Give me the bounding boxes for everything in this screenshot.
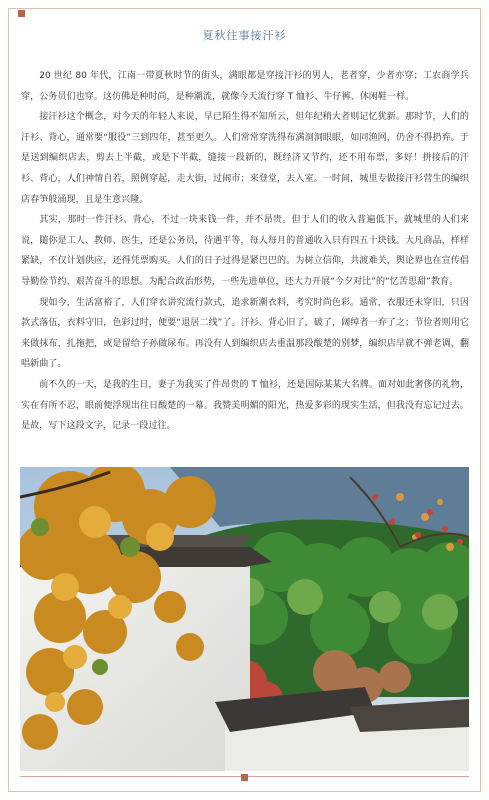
article-paragraph: 其实，那时一件汗衫、背心，不过一块来钱一件，并不昂贵。但于人们的收入普遍低下，就城里的人们来说，随你是工人、教师、医生，还是公务员，待遇平等，每人每月的普通收入只有四五十块钱。大凡商品，样样紧缺，不仅计划供应，还得凭票购买。人们的日子过得是紧巴巴的。为树立信仰，共渡难关，舆论界也在宣传倡导勤俭节约、艰苦奋斗的思想。为配合政治形势，一些先进单位，还大力开展“今夕对比”的“忆苦思甜”教育。 xyxy=(21,215,469,287)
article-paragraph: 前不久的一天，是我的生日，妻子为我买了件昂贵的 T 恤衫，还是国际某某大名牌。面对如此奢侈的礼物，实在有所不忍，眼前便浮现出往日酸楚的一幕。我赞美明媚的阳光，热爱多彩的现实生活，但我没有忘记过去。是故，写下这段文字，记录一段过往。 xyxy=(21,379,469,432)
article-body xyxy=(21,66,469,437)
article-paragraph: 现如今，生活富裕了，人们穿衣讲究流行款式，追求新潮衣料，考究时尚色彩。通常，衣服还未穿旧，只因款式落伍，衣料守旧，色彩过时，便要“退居二线”了。汗衫、背心旧了，破了，阔绰者一弃了之；节俭者则用它来做抹布，扎拖把，或是留给子孙做尿布。再没有人到编织店去重温那段酸楚的别梦，编织店早就不弹老调，翻唱新曲了。 xyxy=(21,297,469,370)
article-paragraph: 接汗衫这个概念，对今天的年轻人来说，早已陌生得不知所云，但年纪稍大者则记忆犹新。那时节，人们的汗衫、背心，通常要“服役”三到四年，甚至更久。人们常常穿洗得布满洞洞眼眼，如同渔网，仍舍不得扔弃。于是送到编织店去，剪去上半截，或是下半截，缝接一段新的，既经济又节约，还不用布票，多好！拼接后的汗衫、背心，人们神情自若，照例穿起，走大街，过闹市；来登堂，去入室。一时间，城里专做接汗衫营生的编织店春笋般涌现，且是生意兴隆。 xyxy=(21,112,469,205)
corner-decoration xyxy=(18,10,25,17)
bottom-decoration xyxy=(241,774,248,781)
autumn-village-photo xyxy=(20,467,469,771)
article-title: 夏秋往事接汗衫 xyxy=(202,29,287,42)
article-paragraph: 20 世纪 80 年代，江南一带夏秋时节的街头，满眼都是穿接汗衫的男人，老者穿，少者亦穿；工农商学兵穿，公务员们也穿。这仿佛是种时尚，是种潮流，就像今天流行穿 T 恤衫、牛仔裤、休闲鞋一样。 xyxy=(21,71,469,102)
